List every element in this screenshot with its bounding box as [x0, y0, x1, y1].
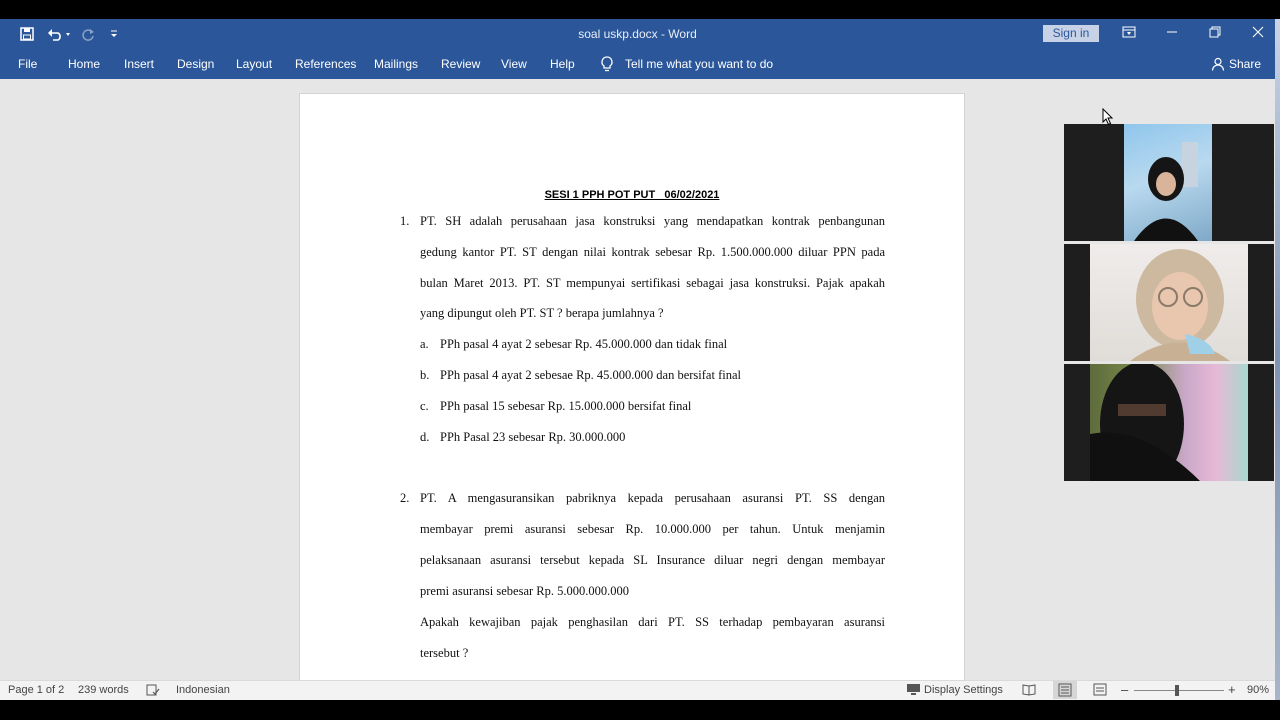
- ribbon-display-icon[interactable]: [1119, 25, 1139, 43]
- question-number: 1.: [400, 214, 410, 228]
- question-line: Apakah kewajiban pajak penghasilan dari PT. SS terhadap pembayaran asuransi: [420, 615, 885, 629]
- tab-home[interactable]: Home: [68, 57, 101, 71]
- tab-help[interactable]: Help: [550, 57, 575, 71]
- option-text: PPh pasal 15 sebesar Rp. 15.000.000 bersifat final: [440, 399, 692, 413]
- video-frame: [1090, 364, 1248, 481]
- option-text: PPh pasal 4 ayat 2 sebesar Rp. 45.000.000 dan tidak final: [440, 337, 728, 351]
- tab-insert[interactable]: Insert: [124, 57, 155, 71]
- ribbon-tabs: [0, 49, 1275, 79]
- minimize-icon[interactable]: [1162, 25, 1182, 43]
- share-label: Share: [1229, 57, 1262, 71]
- zoom-in-icon[interactable]: +: [1228, 682, 1236, 697]
- option-letter: d.: [420, 430, 430, 444]
- display-settings-button[interactable]: Display Settings: [924, 684, 1003, 696]
- person-silhouette-icon: [1090, 244, 1248, 361]
- option-letter: c.: [420, 399, 429, 413]
- print-layout-icon[interactable]: [1053, 681, 1077, 699]
- option-letter: b.: [420, 368, 430, 382]
- web-layout-icon[interactable]: [1093, 683, 1107, 699]
- restore-icon[interactable]: [1205, 25, 1225, 43]
- tab-mailings[interactable]: Mailings: [374, 57, 419, 71]
- question-line: premi asuransi sebesar Rp. 5.000.000.000: [420, 584, 629, 598]
- tab-view[interactable]: View: [501, 57, 527, 71]
- tab-layout[interactable]: Layout: [236, 57, 273, 71]
- option-text: PPh Pasal 23 sebesar Rp. 30.000.000: [440, 430, 626, 444]
- word-count[interactable]: 239 words: [78, 684, 129, 696]
- question-line: yang dipungut oleh PT. ST ? berapa jumlahnya ?: [420, 306, 664, 320]
- tell-me-search[interactable]: Tell me what you want to do: [625, 57, 774, 71]
- video-tile-participant-2[interactable]: [1064, 244, 1274, 361]
- video-tile-participant-1[interactable]: [1064, 124, 1274, 241]
- close-icon[interactable]: [1248, 25, 1268, 43]
- question-line: tersebut ?: [420, 646, 469, 660]
- question-line: membayar premi asuransi sebesar Rp. 10.000.000 per tahun. Untuk menjamin: [420, 522, 885, 536]
- option-text: PPh pasal 4 ayat 2 sebesae Rp. 45.000.000 dan bersifat final: [440, 368, 741, 382]
- question-line: PT. SH adalah perusahaan jasa konstruksi yang mendapatkan kontrak penbangunan: [420, 214, 885, 228]
- person-silhouette-icon: [1124, 124, 1212, 241]
- page-count[interactable]: Page 1 of 2: [8, 684, 65, 696]
- read-mode-icon[interactable]: [1022, 683, 1036, 699]
- share-button[interactable]: [1211, 57, 1261, 71]
- tab-file[interactable]: File: [18, 57, 38, 71]
- document-title: soal uskp.docx - Word: [578, 27, 697, 41]
- video-frame: [1124, 124, 1212, 241]
- zoom-slider-thumb[interactable]: [1175, 685, 1179, 696]
- person-icon: [1211, 57, 1225, 71]
- tab-design[interactable]: Design: [177, 57, 215, 71]
- document-heading: SESI 1 PPH POT PUT _06/02/2021: [544, 189, 720, 201]
- video-tile-participant-3[interactable]: [1064, 364, 1274, 481]
- zoom-level[interactable]: 90%: [1247, 684, 1270, 696]
- question-line: bulan Maret 2013. PT. ST mempunyai sertifikasi sebagai jasa konstruksi. Pajak apakah: [420, 276, 885, 290]
- proofing-icon[interactable]: [146, 683, 160, 700]
- person-silhouette-icon: [1090, 364, 1248, 481]
- zoom-slider-track[interactable]: [1134, 690, 1224, 691]
- display-settings-icon[interactable]: [906, 683, 921, 699]
- question-line: PT. A mengasuransikan pabriknya kepada perusahaan asuransi PT. SS dengan: [420, 491, 885, 505]
- title-bar: [0, 19, 1275, 49]
- question-number: 2.: [400, 491, 410, 505]
- lightbulb-icon[interactable]: [600, 55, 614, 73]
- option-letter: a.: [420, 337, 429, 351]
- sign-in-button[interactable]: Sign in: [1043, 25, 1099, 42]
- language-indicator[interactable]: Indonesian: [176, 684, 230, 696]
- zoom-out-icon[interactable]: –: [1121, 682, 1129, 697]
- status-bar: [0, 680, 1275, 700]
- question-line: gedung kantor PT. ST dengan nilai kontrak sebesar Rp. 1.500.000.000 diluar PPN pada: [420, 245, 885, 259]
- document-page[interactable]: [299, 93, 965, 680]
- tab-references[interactable]: References: [295, 57, 357, 71]
- desktop-edge: [1275, 19, 1280, 700]
- video-frame: [1090, 244, 1248, 361]
- mouse-cursor-icon: [1102, 108, 1114, 126]
- question-line: pelaksanaan asuransi tersebut kepada SL Insurance diluar negri dengan membayar: [420, 553, 885, 567]
- tab-review[interactable]: Review: [441, 57, 481, 71]
